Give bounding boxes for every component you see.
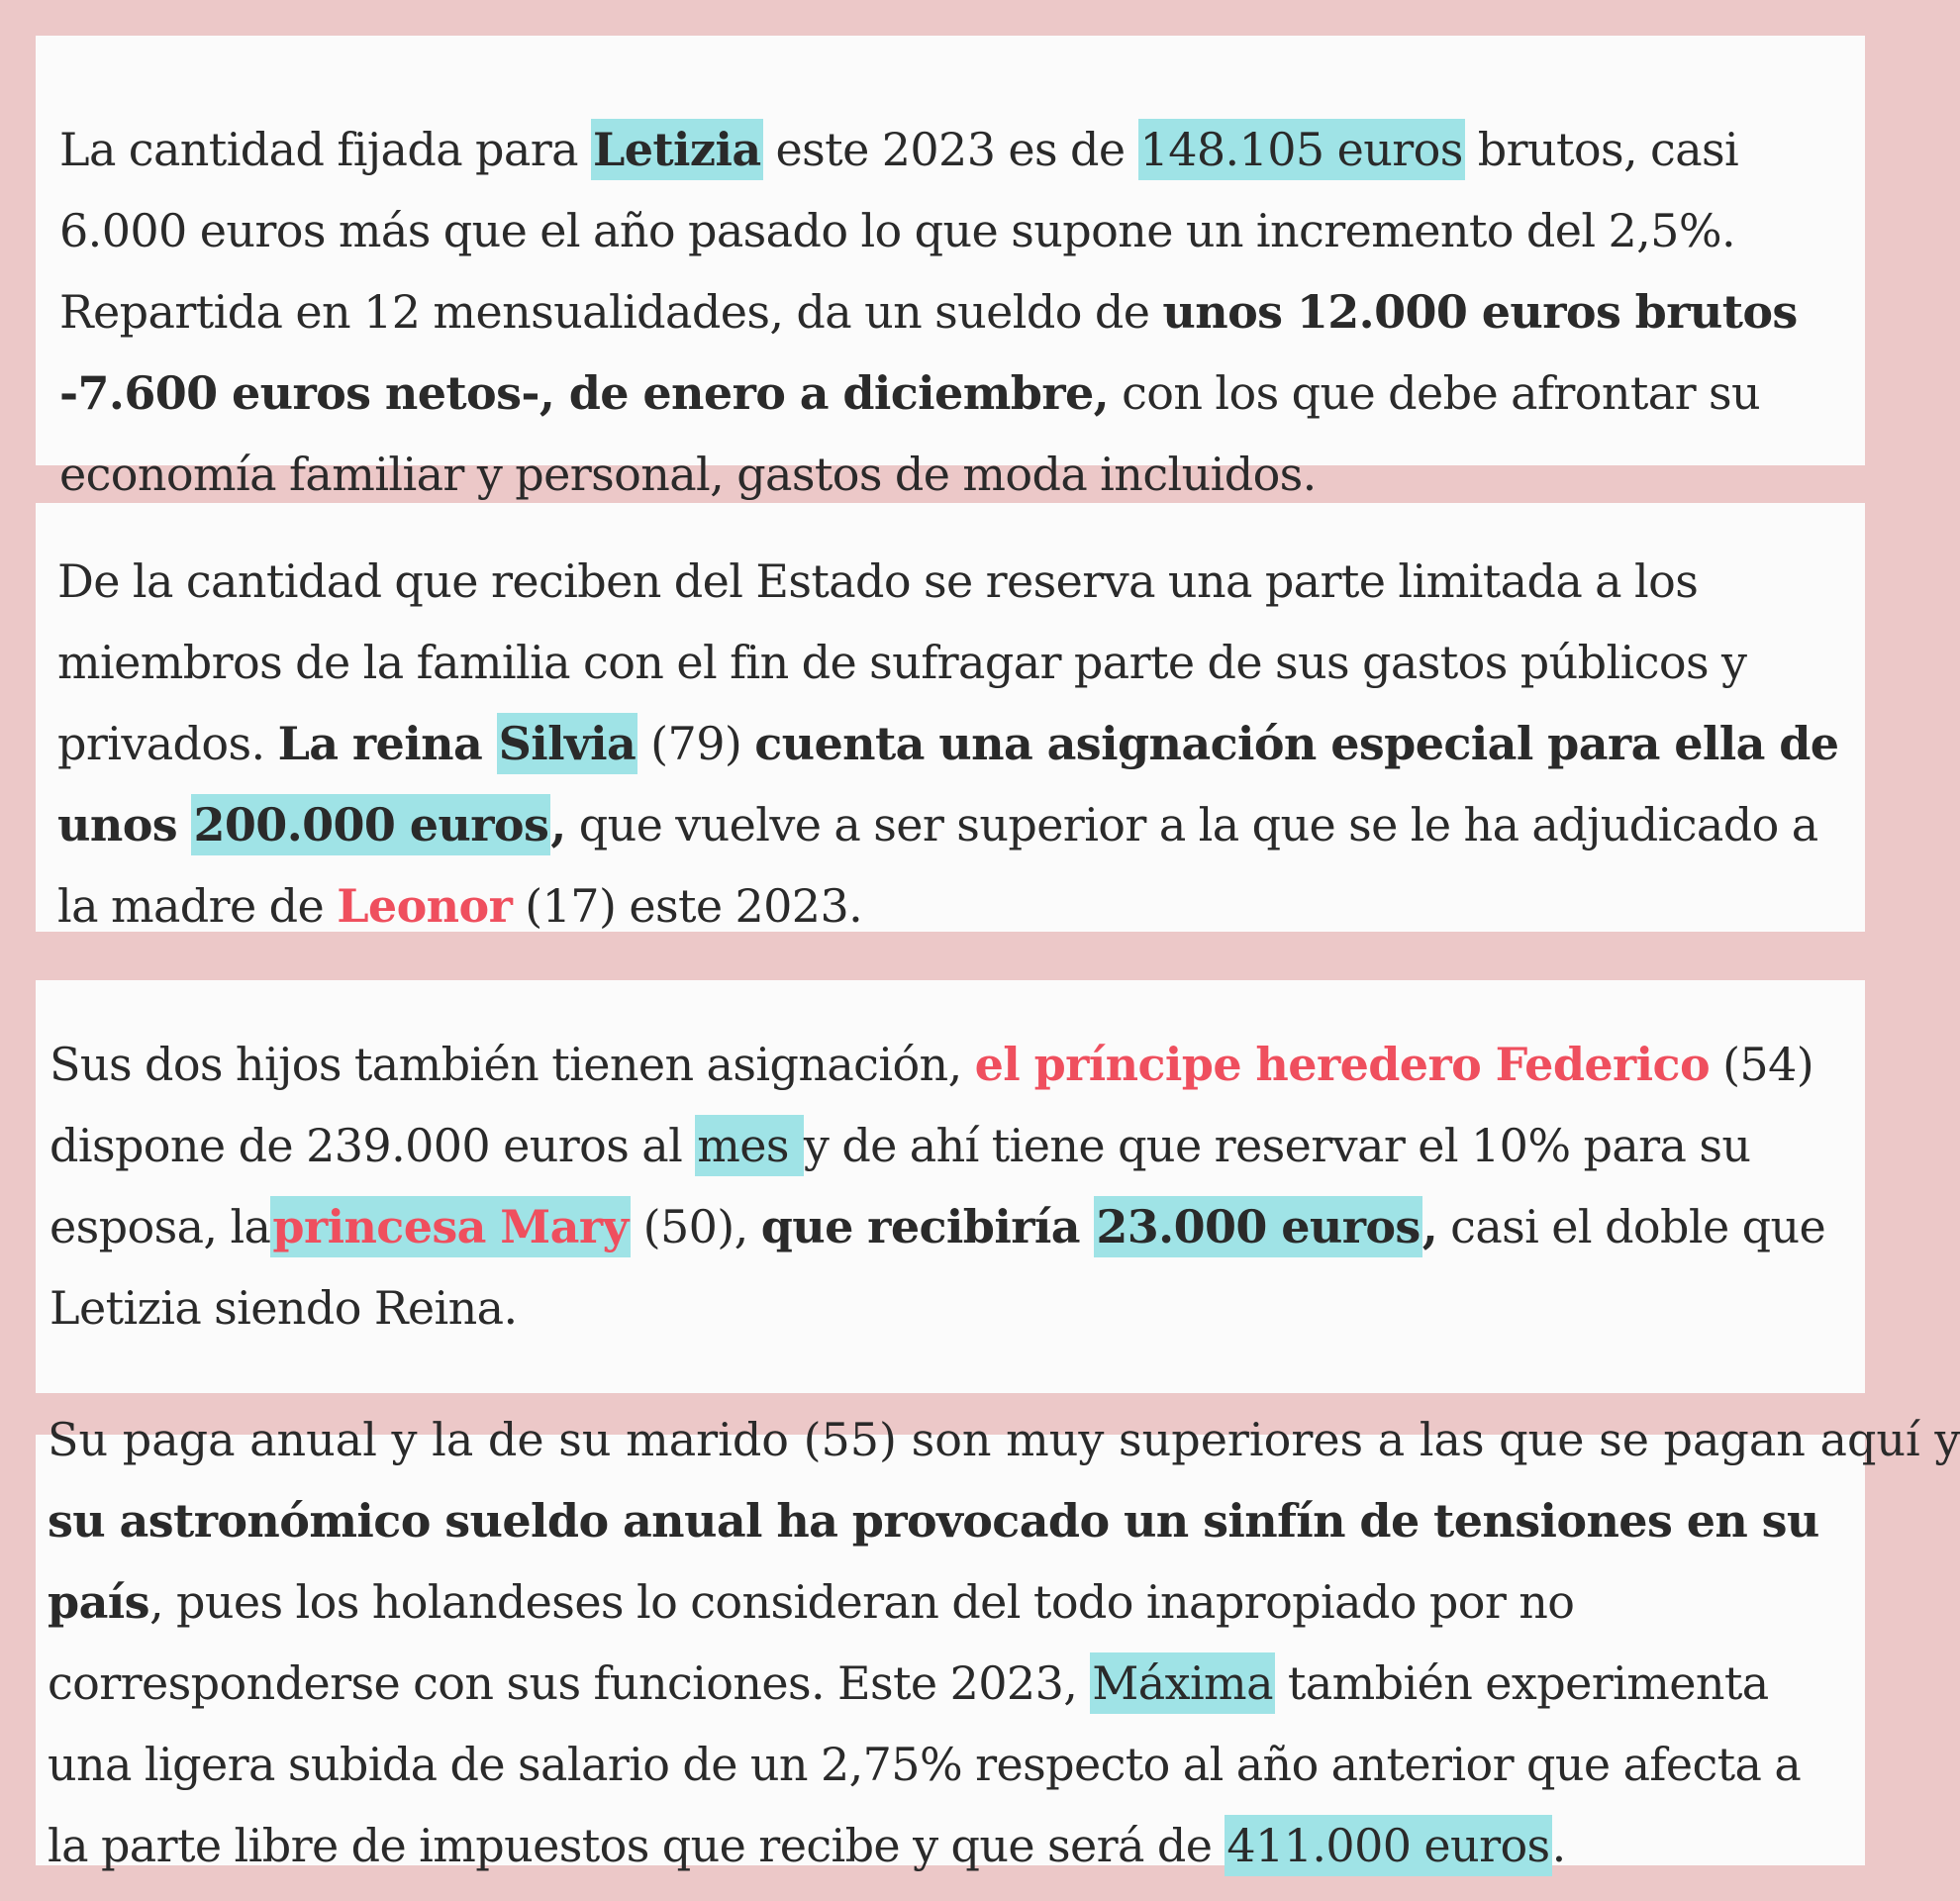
article-excerpt-silvia xyxy=(36,503,1865,932)
article-excerpt-maxima xyxy=(36,1413,1960,1872)
highlight-letizia-amount: 148.105 euros xyxy=(1138,119,1465,180)
paragraph-federico: Sus dos hijos también tienen asignación, el príncipe heredero Federico (54) dispone de 239.000 euros al mes y de ahí tiene que reservar el 10% para su esposa, laprincesa Mary (50), que recibiría 23.000 euros, casi el doble que Letizia siendo Reina. xyxy=(49,1038,1826,1335)
highlight-mary-amount: 23.000 euros xyxy=(1094,1196,1421,1257)
paragraph-maxima: su astronómico sueldo anual ha provocado un sinfín de tensiones en su país, pues los holandeses lo consideran del todo inapropiado por no corresponderse con sus funciones. Este 2023, Máxima también experimenta una ligera subida de salario de un 2,75% respecto al año anterior que afecta a la parte libre de impuestos que recibe y que será de 411.000 euros. xyxy=(48,1480,1841,1886)
highlight-mes: mes xyxy=(695,1115,804,1176)
bold-tensions: su astronómico sueldo anual ha provocado un sinfín de tensiones en su país xyxy=(48,1494,1819,1629)
highlight-letizia: Letizia xyxy=(591,119,763,180)
link-mary[interactable]: princesa Mary xyxy=(270,1196,630,1257)
article-excerpt-letizia xyxy=(36,36,1865,501)
bold-salary: unos 12.000 euros brutos -7.600 euros netos-, de enero a diciembre, xyxy=(59,285,1798,420)
paragraph-silvia: De la cantidad que reciben del Estado se reserva una parte limitada a los miembros de la familia con el fin de sufragar parte de sus gastos públicos y privados. La reina Silvia (79) cuenta una asignación especial para ella de unos 200.000 euros, que vuelve a ser superior a la que se le ha adjudicado a la madre de Leonor (17) este 2023. xyxy=(57,554,1839,933)
link-leonor[interactable]: Leonor xyxy=(337,879,513,933)
highlight-silvia-amount: 200.000 euros xyxy=(191,794,550,855)
highlight-silvia: Silvia xyxy=(497,713,638,774)
highlight-maxima: Máxima xyxy=(1090,1652,1275,1714)
paragraph-letizia: La cantidad fijada para Letizia este 2023 es de 148.105 euros brutos, casi 6.000 euros más que el año pasado lo que supone un incremento del 2,5%. Repartida en 12 mensualidades, da un sueldo de unos 12.000 euros brutos -7.600 euros netos-, de enero a diciembre, con los que debe afrontar su economía familiar y personal, gastos de moda incluidos. xyxy=(59,109,1841,515)
article-excerpt-federico xyxy=(36,980,1865,1393)
link-federico[interactable]: el príncipe heredero Federico xyxy=(974,1038,1711,1091)
highlight-maxima-amount: 411.000 euros xyxy=(1225,1815,1551,1876)
cutoff-text-line: Su paga anual y la de su marido (55) son muy superiores a las que se pagan aquí y xyxy=(48,1413,1960,1466)
